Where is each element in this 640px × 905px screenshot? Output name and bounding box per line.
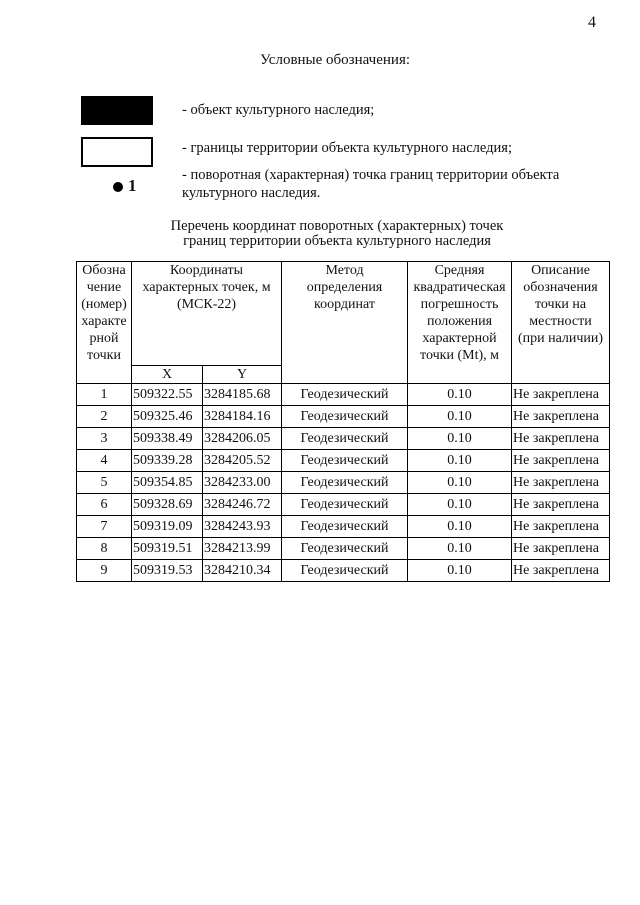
point-number-cell: 5 xyxy=(77,472,132,494)
description-cell: Не закреплена xyxy=(512,494,610,516)
point-number-cell: 7 xyxy=(77,516,132,538)
x-coordinate-cell: 509322.55 xyxy=(132,384,203,406)
error-cell: 0.10 xyxy=(408,538,512,560)
description-cell: Не закреплена xyxy=(512,472,610,494)
legend-item-heritage-object: - объект культурного наследия; xyxy=(182,102,375,118)
coordinates-list-title xyxy=(0,219,640,249)
turning-point-marker-label: 1 xyxy=(128,176,137,195)
x-coordinate-cell: 509354.85 xyxy=(132,472,203,494)
header-x: X xyxy=(132,366,203,384)
description-cell: Не закреплена xyxy=(512,538,610,560)
turning-point-marker-icon xyxy=(113,182,123,192)
y-coordinate-cell: 3284185.68 xyxy=(203,384,282,406)
territory-boundary-swatch xyxy=(81,137,153,167)
method-cell: Геодезический xyxy=(282,450,408,472)
error-cell: 0.10 xyxy=(408,472,512,494)
table-row xyxy=(77,406,610,428)
y-coordinate-cell: 3284184.16 xyxy=(203,406,282,428)
header-description: Описание обозначения точки на местности (при наличии) xyxy=(512,262,610,384)
header-error: Средняя квадратическая погрешность положения характерной точки (Mt), м xyxy=(408,262,512,384)
x-coordinate-cell: 509339.28 xyxy=(132,450,203,472)
error-cell: 0.10 xyxy=(408,516,512,538)
method-cell: Геодезический xyxy=(282,538,408,560)
heritage-object-swatch xyxy=(81,96,153,125)
x-coordinate-cell: 509319.51 xyxy=(132,538,203,560)
error-cell: 0.10 xyxy=(408,560,512,582)
method-cell: Геодезический xyxy=(282,472,408,494)
method-cell: Геодезический xyxy=(282,406,408,428)
description-cell: Не закреплена xyxy=(512,406,610,428)
table-row xyxy=(77,494,610,516)
description-cell: Не закреплена xyxy=(512,384,610,406)
header-coordinates: Координаты характерных точек, м (МСК-22) xyxy=(132,262,282,366)
coordinates-table-body xyxy=(77,384,610,582)
table-row xyxy=(77,538,610,560)
point-number-cell: 6 xyxy=(77,494,132,516)
error-cell: 0.10 xyxy=(408,450,512,472)
header-method: Метод определения координат xyxy=(282,262,408,384)
y-coordinate-cell: 3284243.93 xyxy=(203,516,282,538)
header-y: Y xyxy=(203,366,282,384)
y-coordinate-cell: 3284210.34 xyxy=(203,560,282,582)
table-row xyxy=(77,450,610,472)
point-number-cell: 1 xyxy=(77,384,132,406)
x-coordinate-cell: 509328.69 xyxy=(132,494,203,516)
error-cell: 0.10 xyxy=(408,384,512,406)
table-row xyxy=(77,384,610,406)
x-coordinate-cell: 509338.49 xyxy=(132,428,203,450)
error-cell: 0.10 xyxy=(408,428,512,450)
y-coordinate-cell: 3284233.00 xyxy=(203,472,282,494)
error-cell: 0.10 xyxy=(408,494,512,516)
y-coordinate-cell: 3284205.52 xyxy=(203,450,282,472)
method-cell: Геодезический xyxy=(282,494,408,516)
y-coordinate-cell: 3284206.05 xyxy=(203,428,282,450)
x-coordinate-cell: 509325.46 xyxy=(132,406,203,428)
legend-item-territory-boundary: - границы территории объекта культурного наследия; xyxy=(182,140,512,156)
coordinates-table xyxy=(76,261,610,582)
point-number-cell: 2 xyxy=(77,406,132,428)
description-cell: Не закреплена xyxy=(512,428,610,450)
legend-item-turning-point xyxy=(182,166,559,202)
description-cell: Не закреплена xyxy=(512,450,610,472)
method-cell: Геодезический xyxy=(282,384,408,406)
table-row xyxy=(77,428,610,450)
x-coordinate-cell: 509319.09 xyxy=(132,516,203,538)
point-number-cell: 9 xyxy=(77,560,132,582)
legend-item-turning-point-line1: - поворотная (характерная) точка границ территории объекта xyxy=(182,167,560,183)
table-row xyxy=(77,472,610,494)
method-cell: Геодезический xyxy=(282,560,408,582)
x-coordinate-cell: 509319.53 xyxy=(132,560,203,582)
y-coordinate-cell: 3284246.72 xyxy=(203,494,282,516)
description-cell: Не закреплена xyxy=(512,560,610,582)
y-coordinate-cell: 3284213.99 xyxy=(203,538,282,560)
table-row xyxy=(77,516,610,538)
description-cell: Не закреплена xyxy=(512,516,610,538)
point-number-cell: 3 xyxy=(77,428,132,450)
point-number-cell: 4 xyxy=(77,450,132,472)
table-row xyxy=(77,560,610,582)
list-title-line2: границ территории объекта культурного наследия xyxy=(183,233,491,249)
list-title-line1: Перечень координат поворотных (характерных) точек xyxy=(170,218,504,234)
legend-item-turning-point-line2: культурного наследия. xyxy=(182,185,321,201)
method-cell: Геодезический xyxy=(282,428,408,450)
method-cell: Геодезический xyxy=(282,516,408,538)
legend-title: Условные обозначения: xyxy=(259,52,411,68)
error-cell: 0.10 xyxy=(408,406,512,428)
header-designation: Обозна чение (номер) характе рной точки xyxy=(77,262,132,384)
point-number-cell: 8 xyxy=(77,538,132,560)
page-number: 4 xyxy=(588,14,596,31)
